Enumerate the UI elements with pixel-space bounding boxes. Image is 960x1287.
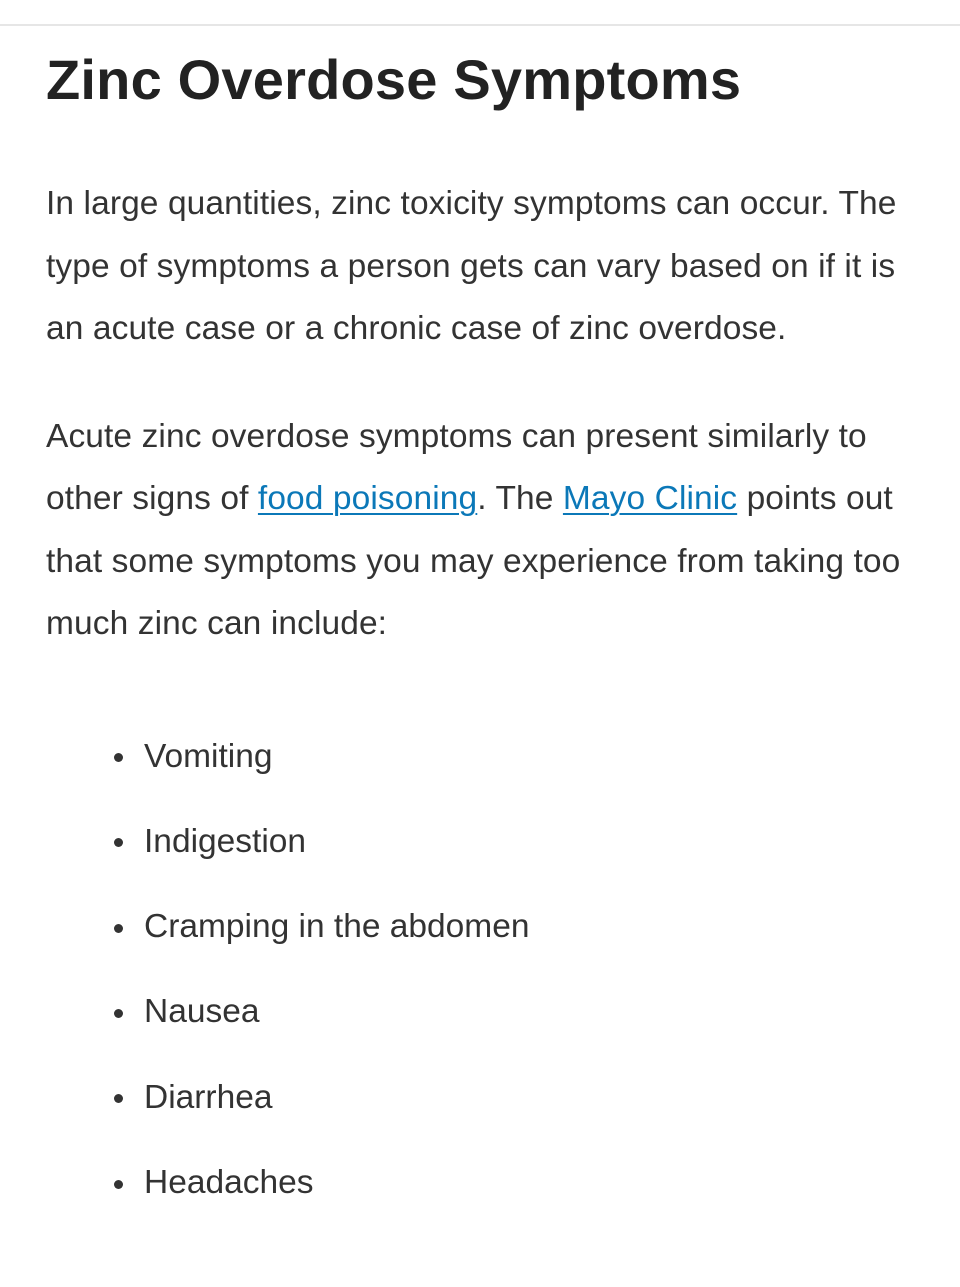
- mayo-clinic-link[interactable]: Mayo Clinic: [562, 480, 738, 517]
- symptom-label: Headaches: [144, 1163, 314, 1201]
- bullet-icon: [114, 1009, 123, 1018]
- bullet-icon: [114, 924, 123, 933]
- list-item: [46, 799, 926, 884]
- article-title: Zinc Overdose Symptoms: [46, 48, 742, 111]
- food-poisoning-link[interactable]: food poisoning: [257, 480, 478, 517]
- list-item: [46, 1055, 926, 1140]
- bullet-icon: [114, 1180, 123, 1189]
- symptom-label: Nausea: [144, 993, 260, 1031]
- symptoms-list: [46, 714, 926, 1226]
- symptom-label: Vomiting: [144, 737, 273, 775]
- intro-paragraph: In large quantities, zinc toxicity symptoms can occur. The type of symptoms a person gets can vary based on if it is an acute case or a chronic case of zinc overdose.: [46, 185, 897, 347]
- top-divider: [0, 24, 960, 26]
- list-item: [46, 1140, 926, 1225]
- bullet-icon: [114, 838, 123, 847]
- symptom-label: Indigestion: [144, 822, 307, 860]
- acute-symptoms-paragraph: [46, 406, 926, 656]
- bullet-icon: [114, 753, 123, 762]
- paragraph-text: Acute zinc overdose symptoms can present similarly to other signs of: [46, 417, 867, 517]
- list-item: [46, 714, 926, 799]
- list-item: [46, 884, 926, 969]
- bullet-icon: [114, 1094, 123, 1103]
- article-body: [46, 40, 926, 1225]
- paragraph-text: . The: [477, 480, 563, 517]
- paragraph-text: points out that some symptoms you may experience from taking too much zinc can include:: [46, 480, 901, 642]
- symptom-label: Diarrhea: [144, 1078, 273, 1116]
- list-item: [46, 969, 926, 1054]
- symptom-label: Cramping in the abdomen: [144, 908, 530, 946]
